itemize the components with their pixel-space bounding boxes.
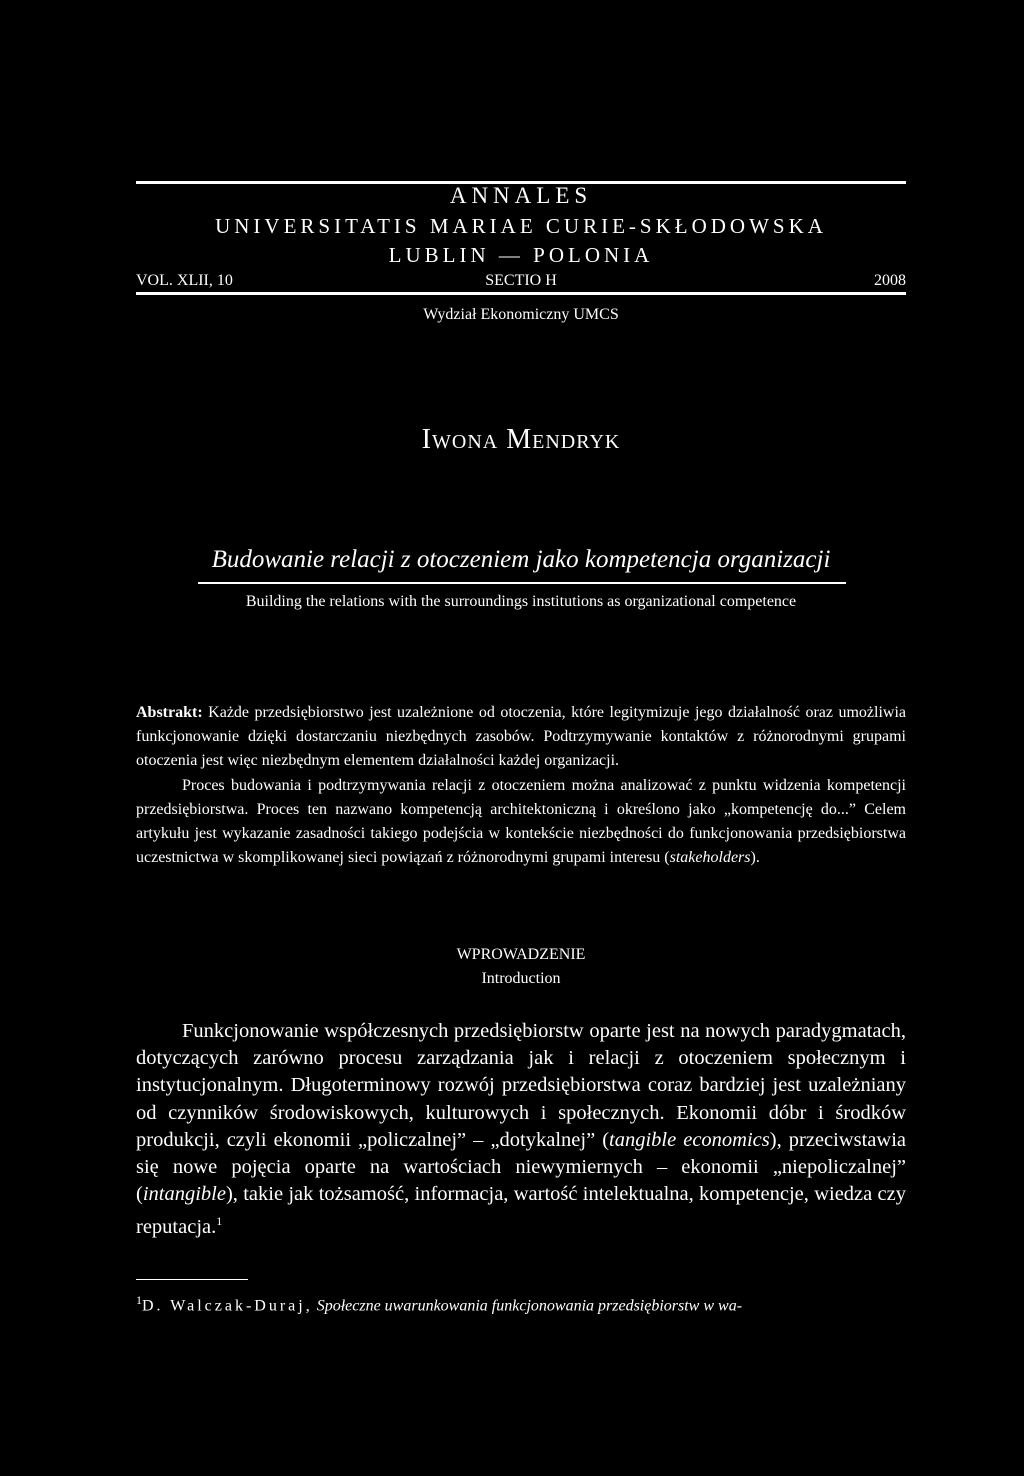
body-text-1: Funkcjonowanie współczesnych przedsiębiorstw oparte jest na nowych paradygmatach, dotyczących zarówno procesu zarządzania jak i relacji z otoczeniem społecznym i instytucjonalnym. Długoterminowy rozwój przedsiębiorstwa coraz bardziej jest uzależniany od czynników środowiskowych, kulturowych i społecznych. Ekonomii dóbr i środków produkcji, czyli ekonomii „policzalnej” – „dotykalnej” ( [136,1020,906,1151]
title-english: Building the relations with the surroundings institutions as organizational competence [245,593,797,610]
abstract-text-2a: Proces budowania i podtrzymywania relacji z otoczeniem można analizować z punktu widzenia kompetencji przedsiębiorstwa. Proces ten nazwano kompetencją architektoniczną i określono jako „kompetencję do...” Celem artykułu jest wykazanie zasadności takiego podejścia w kontekście niezbędności do funkcjonowania przedsiębiorstwa uczestnictwa w skomplikowanej sieci powiązań z różnorodnymi grupami interesu ( [136,776,906,867]
university-name: UNIVERSITATIS MARIAE CURIE-SKŁODOWSKA [215,214,827,238]
volume-number: VOL. XLII, 10 [136,272,233,289]
abstract-text-2b: ). [750,849,760,867]
journal-name: ANNALES [449,183,593,208]
year: 2008 [874,272,906,289]
body-text-2: ), przeciwstawia się nowe pojęcia oparte na wartościach niewymiernych – ekonomii „niepoliczalnej” ( [136,1128,906,1206]
section-subtitle: Introduction [481,970,561,987]
abstract-paragraph-2 [136,774,906,871]
section-label: SECTIO H [485,272,557,289]
header-bottom-rule [136,292,906,295]
footnote [136,1293,916,1315]
abstract-text-1: Każde przedsiębiorstwo jest uzależnione od otoczenia, które legitymizuje jego działalność oraz umożliwia funkcjonowanie dzięki dostarczaniu niezbędnych zasobów. Podtrzymywanie kontaktów z różnorodnymi grupami otoczenia jest więc niezbędnym elementem działalności każdej organizacji. [136,704,906,770]
body-text-3: ), takie jak tożsamość, informacja, wartość intelektualna, kompetencje, wiedza czy reputacja. [136,1183,906,1239]
body-paragraph [136,1018,906,1241]
faculty: Wydział Ekonomiczny UMCS [423,306,619,323]
body-italic-1: tangible economics [609,1128,770,1151]
abstract-text-2-italic: stakeholders [669,849,751,867]
footnote-mark: 1 [136,1293,142,1307]
body-italic-2: intangible [142,1183,226,1206]
section-title: WPROWADZENIE [456,946,586,963]
footnote-author: D. Walczak-Duraj, [142,1297,313,1315]
title-underline [198,582,846,584]
footnote-reference: 1 [216,1214,223,1229]
abstract-label: Abstrakt: [136,704,203,721]
abstract [136,701,906,870]
abstract-paragraph-1 [136,701,906,774]
author-name: Iwona Mendryk [421,424,621,455]
footnote-title: Społeczne uwarunkowania funkcjonowania przedsiębiorstw w wa- [316,1297,743,1315]
footnote-rule [136,1279,248,1280]
title-polish: Budowanie relacji z otoczeniem jako kompetencja organizacji [211,546,831,573]
city-name: LUBLIN — POLONIA [388,243,654,267]
